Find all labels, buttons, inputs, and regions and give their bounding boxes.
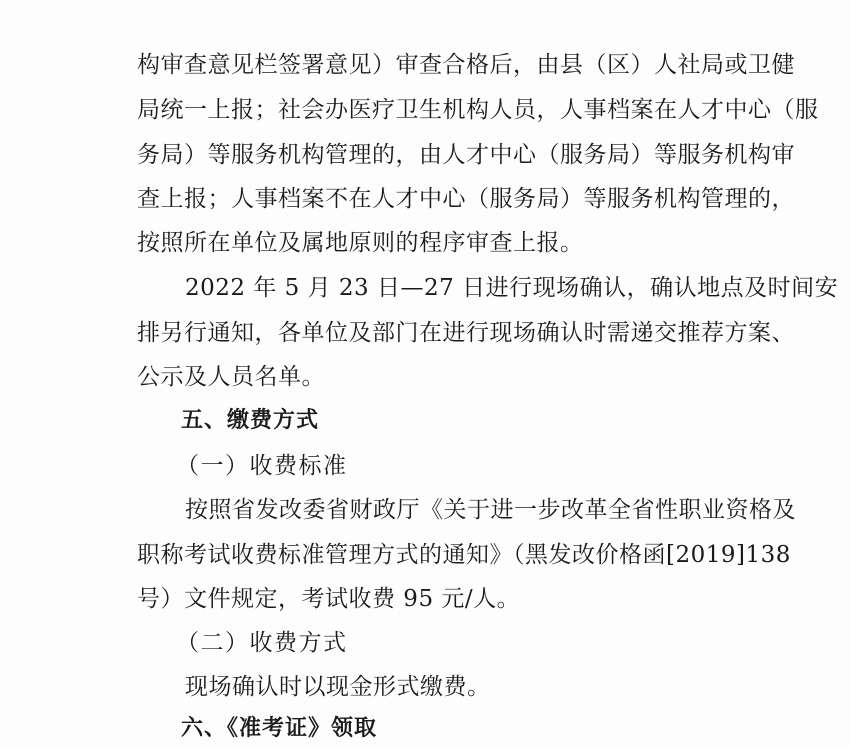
subsection-heading-fee-standard: （一）收费标准 [176, 453, 348, 479]
paragraph-line: 务局）等服务机构管理的，由人才中心（服务局）等服务机构审 [137, 142, 795, 168]
subsection-heading-payment-method: （二）收费方式 [176, 630, 348, 656]
section-heading-fee-method: 五、缴费方式 [181, 408, 320, 433]
section-heading-admission-ticket: 六、《准考证》领取 [181, 716, 378, 741]
paragraph-line: 局统一上报；社会办医疗卫生机构人员，人事档案在人才中心（服 [137, 97, 819, 123]
paragraph-line: 号）文件规定，考试收费 95 元/人。 [137, 586, 521, 612]
paragraph-line: 构审查意见栏签署意见）审查合格后，由县（区）人社局或卫健 [137, 52, 795, 78]
paragraph-line: 现场确认时以现金形式缴费。 [185, 674, 491, 700]
paragraph-line: 查上报；人事档案不在人才中心（服务局）等服务机构管理的， [137, 186, 795, 212]
paragraph-line: 公示及人员名单。 [137, 364, 325, 390]
paragraph-line: 按照省发改委省财政厅《关于进一步改革全省性职业资格及 [185, 497, 796, 523]
paragraph-line: 职称考试收费标准管理方式的通知》（黑发改价格函[2019]138 [137, 542, 791, 568]
paragraph-line: 2022 年 5 月 23 日—27 日进行现场确认，确认地点及时间安 [185, 275, 839, 301]
paragraph-line: 排另行通知，各单位及部门在进行现场确认时需递交推荐方案、 [137, 320, 795, 346]
paragraph-line: 按照所在单位及属地原则的程序审查上报。 [137, 230, 584, 256]
